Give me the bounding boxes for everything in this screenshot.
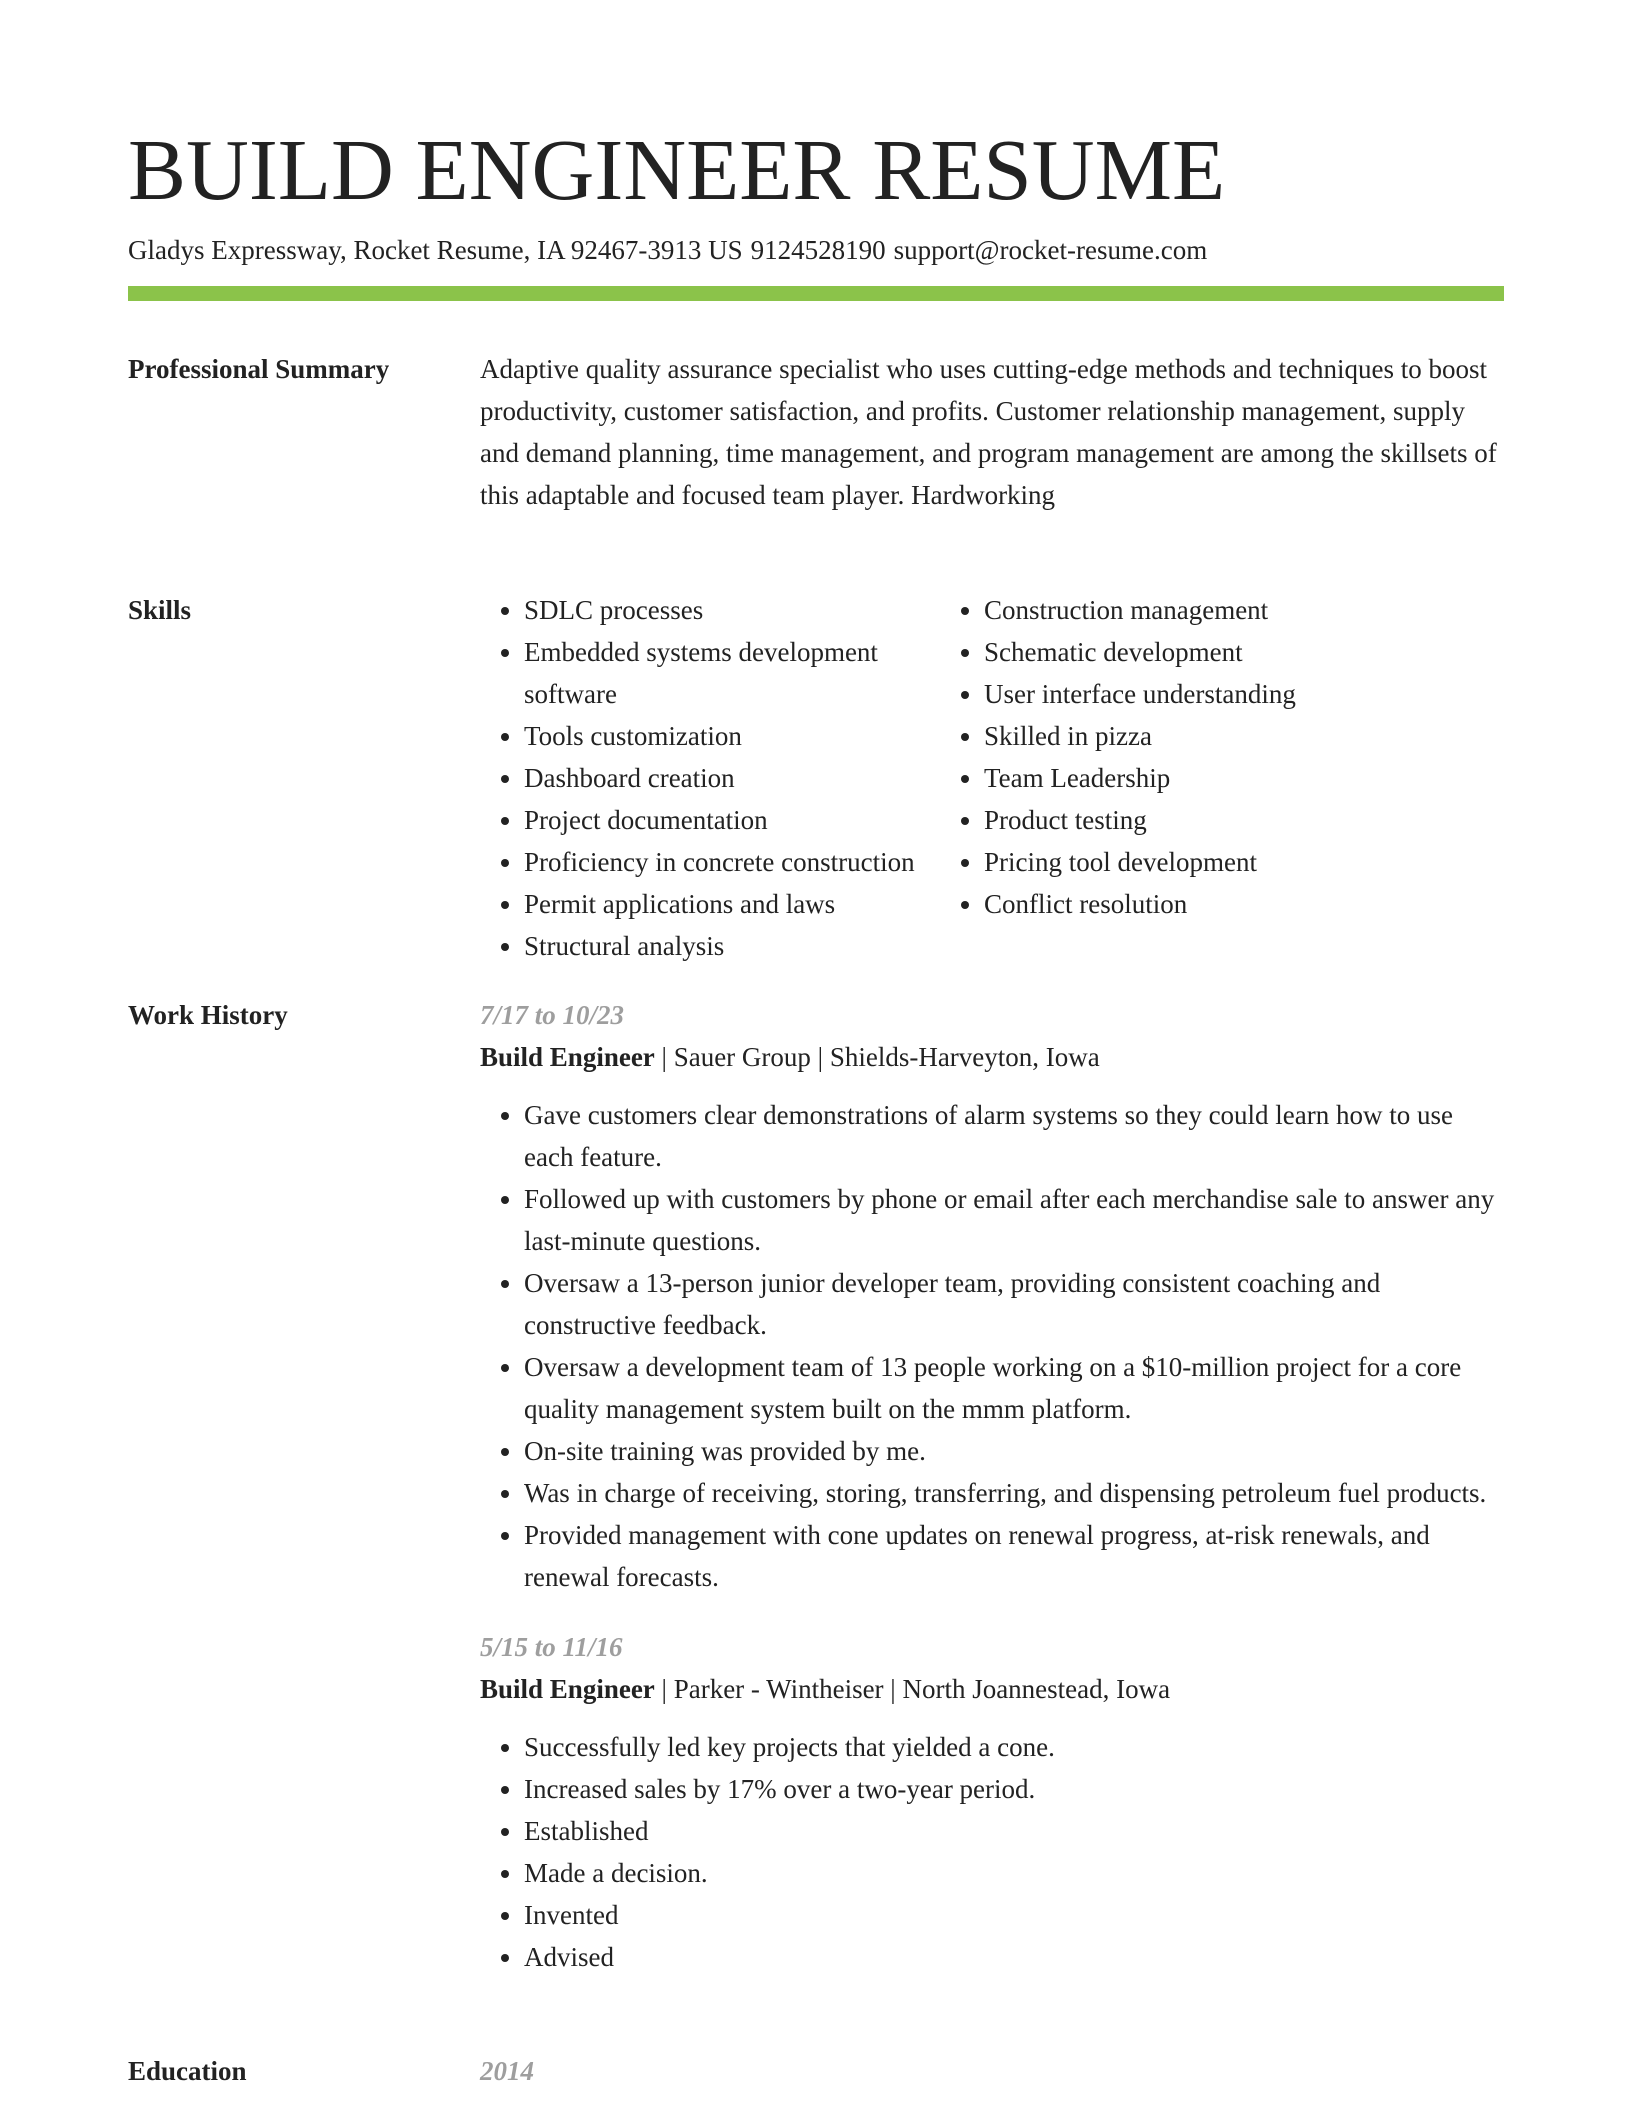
job-title: Build Engineer [480, 1042, 655, 1072]
skill-item: • User interface understanding [984, 673, 1444, 715]
skill-item: • Permit applications and laws [524, 883, 930, 925]
skill-item: • Pricing tool development [984, 841, 1444, 883]
job-bullet: • Made a decision. [524, 1852, 1504, 1894]
resume-title: BUILD ENGINEER RESUME [128, 121, 1226, 218]
education-year: 2014 [480, 2056, 534, 2086]
summary-body [480, 348, 1504, 516]
job-bullet: • On-site training was provided by me. [524, 1430, 1504, 1472]
job-bullet: • Increased sales by 17% over a two-year period. [524, 1768, 1504, 1810]
job-dates: 5/15 to 11/16 [480, 1632, 623, 1662]
job-entry [480, 994, 1504, 1598]
contact-email: support@rocket-resume.com [893, 235, 1208, 265]
skill-item: • Product testing [984, 799, 1444, 841]
skill-item: • Skilled in pizza [984, 715, 1444, 757]
job-dates: 7/17 to 10/23 [480, 1000, 625, 1030]
skill-item: • Proficiency in concrete construction [524, 841, 930, 883]
skill-item: • Structural analysis [524, 925, 930, 967]
job-company: Parker - Wintheiser [673, 1674, 884, 1704]
skill-item: • Dashboard creation [524, 757, 930, 799]
job-bullet: • Provided management with cone updates on renewal progress, at-risk renewals, and renewal forecasts. [524, 1514, 1504, 1598]
contact-phone: 9124528190 [750, 235, 886, 265]
job-bullet: • Oversaw a development team of 13 people working on a $10-million project for a core quality management system built on the mmm platform. [524, 1346, 1504, 1430]
job-bullet: • Established [524, 1810, 1504, 1852]
skill-item: • Tools customization [524, 715, 930, 757]
header-divider [128, 286, 1504, 301]
summary-heading: Professional Summary [128, 354, 390, 384]
job-location: Shields-Harveyton, Iowa [829, 1042, 1100, 1072]
job-bullet: • Successfully led key projects that yielded a cone. [524, 1726, 1504, 1768]
job-bullet: • Advised [524, 1936, 1504, 1978]
skill-item: • Project documentation [524, 799, 930, 841]
job-bullets [480, 1094, 1504, 1598]
contact-address: Gladys Expressway, Rocket Resume, IA 92467-3913 US [128, 235, 743, 265]
skill-item: • SDLC processes [524, 589, 930, 631]
job-title: Build Engineer [480, 1674, 655, 1704]
job-bullet: • Oversaw a 13-person junior developer team, providing consistent coaching and constructive feedback. [524, 1262, 1504, 1346]
job-bullets [480, 1726, 1504, 1978]
education-body [480, 2050, 1504, 2092]
skills-column-2 [940, 589, 1444, 967]
skills-column-1 [480, 589, 940, 967]
contact-line [128, 230, 1207, 270]
skill-item: • Team Leadership [984, 757, 1444, 799]
education-heading: Education [128, 2056, 247, 2086]
skill-item: • Conflict resolution [984, 883, 1444, 925]
work-history-body [480, 994, 1504, 1978]
job-company: Sauer Group [673, 1042, 811, 1072]
summary-text: Adaptive quality assurance specialist who uses cutting-edge methods and techniques to boost productivity, customer satisfaction, and profits. Customer relationship management, supply and demand planning, time management, and program management are among the skillsets of this adaptable and focused team player. Hardworking [480, 354, 1497, 510]
job-bullet: • Was in charge of receiving, storing, transferring, and dispensing petroleum fuel products. [524, 1472, 1504, 1514]
job-location: North Joannestead, Iowa [902, 1674, 1171, 1704]
job-entry [480, 1626, 1504, 1978]
skills-heading: Skills [128, 595, 192, 625]
job-heading: Build Engineer | Parker - Wintheiser | North Joannestead, Iowa [480, 1674, 1171, 1704]
job-bullet: • Invented [524, 1894, 1504, 1936]
skill-item: • Construction management [984, 589, 1444, 631]
skill-item: • Schematic development [984, 631, 1444, 673]
skills-body [480, 589, 1504, 967]
job-heading: Build Engineer | Sauer Group | Shields-Harveyton, Iowa [480, 1042, 1100, 1072]
job-bullet: • Followed up with customers by phone or email after each merchandise sale to answer any last-minute questions. [524, 1178, 1504, 1262]
work-history-heading: Work History [128, 1000, 288, 1030]
job-bullet: • Gave customers clear demonstrations of alarm systems so they could learn how to use each feature. [524, 1094, 1504, 1178]
skill-item: • Embedded systems development software [524, 631, 930, 715]
